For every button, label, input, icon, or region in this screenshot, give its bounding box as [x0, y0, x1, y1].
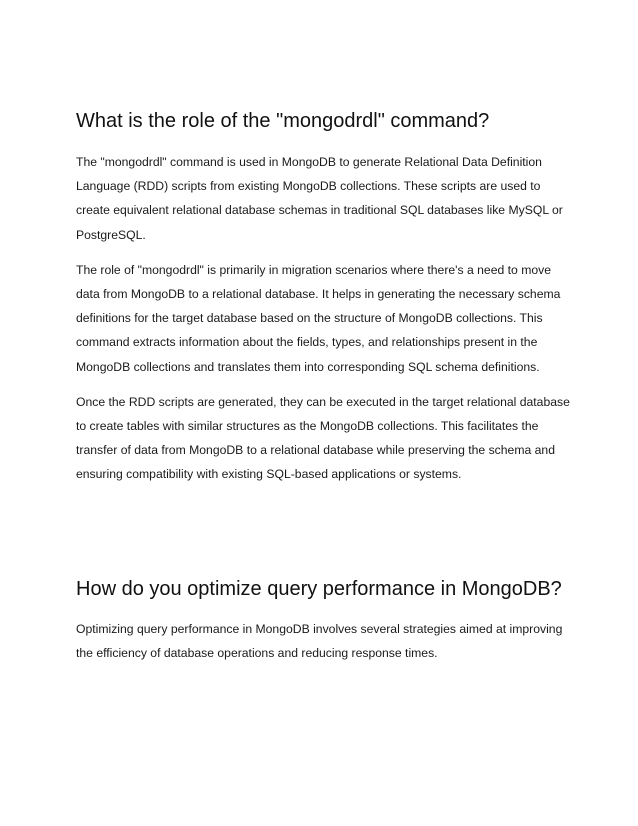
section-paragraph: The role of "mongodrdl" is primarily in migration scenarios where there's a need to move data from MongoDB to a relational database. It helps in generating the necessary schema definitions for the target database based on the structure of MongoDB collections. This command extracts information about the fields, types, and relationships present in the MongoDB collections and translates them into corresponding SQL schema definitions.	[76, 262, 561, 374]
section-paragraph: Optimizing query performance in MongoDB involves several strategies aimed at improving the efficiency of database operations and reducing response times.	[76, 622, 563, 661]
section-heading: How do you optimize query performance in MongoDB?	[76, 578, 562, 600]
section-heading: What is the role of the "mongodrdl" command?	[76, 110, 490, 132]
section-query-optimization	[76, 576, 572, 665]
section-mongodrdl-role	[76, 108, 572, 487]
section-paragraph: Once the RDD scripts are generated, they can be executed in the target relational database to create tables with similar structures as the MongoDB collections. This facilitates the transfer of data from MongoDB to a relational database while preserving the schema and ensuring compatibility with existing SQL-based applications or systems.	[76, 394, 570, 482]
section-paragraph: The "mongodrdl" command is used in MongoDB to generate Relational Data Definition Language (RDD) scripts from existing MongoDB collections. These scripts are used to create equivalent relational database schemas in traditional SQL databases like MySQL or PostgreSQL.	[76, 155, 563, 242]
